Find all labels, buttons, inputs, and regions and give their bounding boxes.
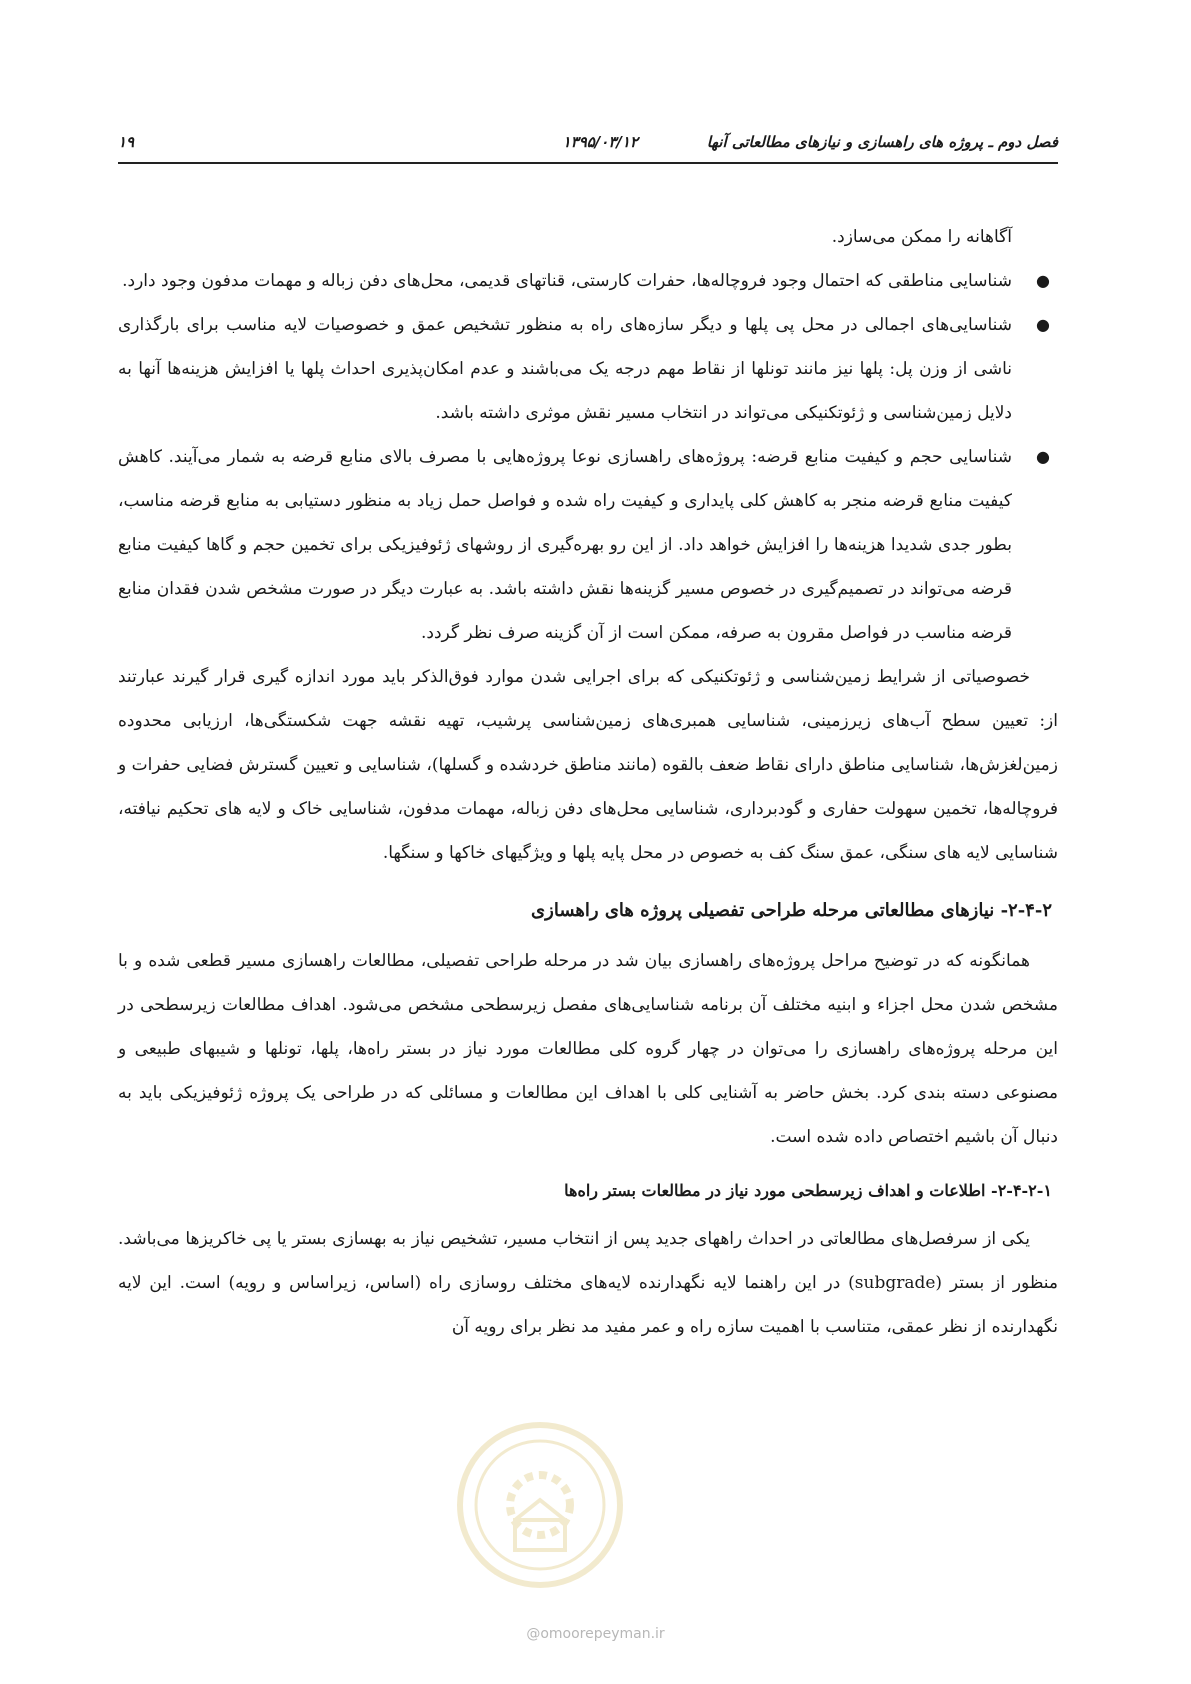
bullet-text: شناسایی حجم و کیفیت منابع قرضه: پروژه‌های راهسازی نوعا پروژه‌هایی با مصرف بالای منابع قرضه به شمار می‌آیند. کاهش کیفیت منابع قرضه منجر به کاهش کلی پایداری و کیفیت راه شده و فواصل حمل زیاد به منظور دستیابی به منابع قرضه مناسب، بطور جدی شدیدا هزینه‌ها را افزایش خواهد داد. از این رو بهره‌گیری از روشهای ژئوفیزیکی برای تخمین حجم و گاها کیفیت منابع قرضه می‌تواند در تصمیم‌گیری در خصوص مسیر گزینه‌ها نقش داشته باشد. به عبارت دیگر در صورت مشخص شدن فقدان منابع قرضه مناسب در فواصل مقرون به صرفه، ممکن است از آن گزینه صرف نظر گردد. — [118, 447, 1013, 643]
paragraph: یکی از سرفصل‌های مطالعاتی در احداث راههای جدید پس از انتخاب مسیر، تشخیص نیاز به بهسازی بستر یا پی خاکریزها می‌باشد. منظور از بستر (subgrade) در این راهنما لایه نگهدارنده لایه‌های مختلف روسازی راه (اساس، زیراساس و رویه) است. این لایه نگهدارنده از نظر عمقی، متناسب با اهمیت سازه راه و عمر مفید مد نظر برای رویه آن — [118, 1229, 1059, 1337]
bullet-text: شناسایی‌های اجمالی در محل پی پلها و دیگر سازه‌های راه به منظور تشخیص عمق و خصوصیات لایه مناسب برای بارگذاری ناشی از وزن پل: پلها نیز مانند تونلها از نقاط مهم درجه یک می‌باشند و عدم امکان‌پذیری احداث پلها یا افزایش هزینه‌ها آنها به دلایل زمین‌شناسی و ژئوتکنیکی می‌تواند در انتخاب مسیر نقش موثری داشته باشد. — [118, 315, 1012, 423]
bullet-list — [118, 259, 1058, 655]
chapter-title: فصل دوم ـ پروژه های راهسازی و نیازهای مطالعاتی آنها — [706, 133, 1058, 151]
list-item — [118, 435, 1058, 655]
subsection-heading: ۲-۴-۲-۱- اطلاعات و اهداف زیرسطحی مورد نیاز در مطالعات بستر راه‌ها — [564, 1181, 1052, 1200]
continuation-line: آگاهانه را ممکن می‌سازد. — [831, 227, 1012, 247]
bullet-icon: ● — [1036, 447, 1050, 466]
bullet-icon: ● — [1036, 315, 1050, 334]
paragraph: خصوصیاتی از شرایط زمین‌شناسی و ژئوتکنیکی که برای اجرایی شدن موارد فوق‌الذکر باید مورد اندازه گیری قرار گیرند عبارتند از: تعیین سطح آب‌های زیرزمینی، شناسایی همبری‌های زمین‌شناسی پرشیب، تهیه نقشه جهت شکستگی‌ها، ارزیابی محدوده زمین‌لغزش‌ها، شناسایی مناطق دارای نقاط ضعف بالقوه (مانند مناطق خردشده و گسلها)، شناسایی و تعیین گسترش فضایی حفرات و فروچاله‌ها، تخمین سهولت حفاری و گودبرداری، شناسایی محل‌های دفن زباله، مهمات مدفون، شناسایی خاک و لایه های تحکیم نیافته، شناسایی لایه های سنگی، عمق سنگ کف به خصوص در محل پایه پلها و ویژگیهای خاکها و سنگها. — [118, 667, 1058, 863]
section-heading: ۲-۴-۲- نیازهای مطالعاتی مرحله طراحی تفصیلی پروژه های راهسازی — [531, 900, 1052, 921]
page-header — [118, 133, 1058, 163]
paragraph: همانگونه که در توضیح مراحل پروژه‌های راهسازی بیان شد در مرحله طراحی تفصیلی، مطالعات راهسازی مسیر قطعی شده و با مشخص شدن محل اجزاء و ابنیه مختلف آن برنامه شناسایی‌های مفصل زیرسطحی مشخص می‌شود. اهداف مطالعات زیرسطحی در این مرحله پروژه‌های راهسازی را می‌توان در چهار گروه کلی مطالعات مورد نیاز در بستر راه‌ها، پلها، تونلها و شیبهای طبیعی و مصنوعی دسته بندی کرد. بخش حاضر به آشنایی کلی با اهداف این مطالعات و مسائلی که در طراحی یک پروژه ژئوفیزیکی باید به دنبال آن باشیم اختصاص داده شده است. — [118, 951, 1058, 1147]
bullet-text: شناسایی مناطقی که احتمال وجود فروچاله‌ها، حفرات کارستی، قناتهای قدیمی، محل‌های دفن زباله و مهمات مدفون وجود دارد. — [122, 271, 1012, 291]
list-item — [118, 259, 1058, 303]
list-item — [118, 303, 1058, 435]
bullet-icon: ● — [1036, 271, 1050, 290]
document-body — [118, 215, 1058, 1349]
header-divider — [118, 162, 1058, 164]
header-date: ۱۳۹۵/۰۳/۱۲ — [562, 133, 638, 151]
watermark-url: @omoorepeyman.ir — [526, 1626, 665, 1642]
page-number: ۱۹ — [118, 133, 135, 151]
watermark-logo-icon — [455, 1420, 625, 1590]
